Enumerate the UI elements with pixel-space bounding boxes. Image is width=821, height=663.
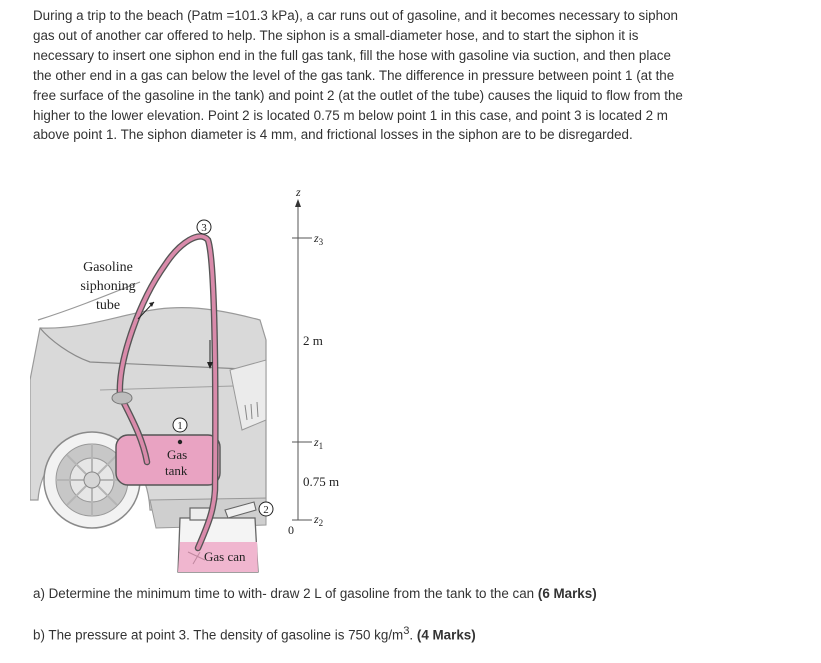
z-axis-label: z: [296, 185, 301, 199]
point-3-label: 3: [201, 222, 207, 234]
z2-label: $z_2$: [314, 512, 324, 528]
z-axis-arrowhead: [295, 199, 301, 207]
siphon-label-line1: Gasoline: [83, 260, 133, 275]
problem-statement: During a trip to the beach (Patm =101.3 kPa), a car runs out of gasoline, and it becomes necessary to siphon gas out of another car offered to help. The siphon is a small-diameter hose, and to start the siphon it is necessary to insert one siphon end in the full gas tank, fill the hose with gasoline via suction, and then place the other end in a gas can below the level of the gas tank. The difference in pressure between point 1 (at the free surface of the gasoline in the tank) and point 2 (at the outlet of the tube) causes the liquid to flow from the higher to the lower elevation. Point 2 is located 0.75 m below point 1 in this case, and point 3 is located 2 m above point 1. The siphon diameter is 4 mm, and frictional losses in the siphon are to be disregarded.: [33, 8, 683, 143]
question-a-text: a) Determine the minimum time to with- draw 2 L of gasoline from the tank to the can: [33, 586, 538, 601]
question-b: [33, 625, 476, 642]
gas-tank-label-gas: Gas: [167, 447, 188, 462]
question-a: [33, 586, 597, 601]
question-b-text-after: .: [409, 627, 417, 643]
point-1-dot: [178, 440, 182, 444]
gas-tank-label-tank: tank: [165, 463, 188, 478]
car-illustration: [30, 282, 266, 528]
dimension-075m: 0.75 m: [303, 474, 340, 489]
siphon-label-line2: siphoning: [80, 279, 136, 294]
axis-origin: 0: [288, 523, 294, 537]
question-b-text: b) The pressure at point 3. The density of gasoline is 750 kg/m: [33, 627, 404, 643]
point-2-label: 2: [263, 504, 269, 516]
gas-can-label: Gas can: [204, 549, 246, 564]
point-1-label: 1: [177, 420, 183, 432]
question-a-marks: (6 Marks): [537, 586, 597, 601]
siphon-figure: [30, 180, 360, 575]
z1-label: $z_1$: [314, 435, 324, 451]
question-b-marks: (4 Marks): [416, 627, 476, 643]
dimension-2m: 2 m: [303, 333, 323, 348]
question-b-superscript: 3: [403, 625, 410, 637]
z3-label: $z_3$: [314, 231, 324, 247]
siphon-label-line3: tube: [95, 298, 121, 313]
